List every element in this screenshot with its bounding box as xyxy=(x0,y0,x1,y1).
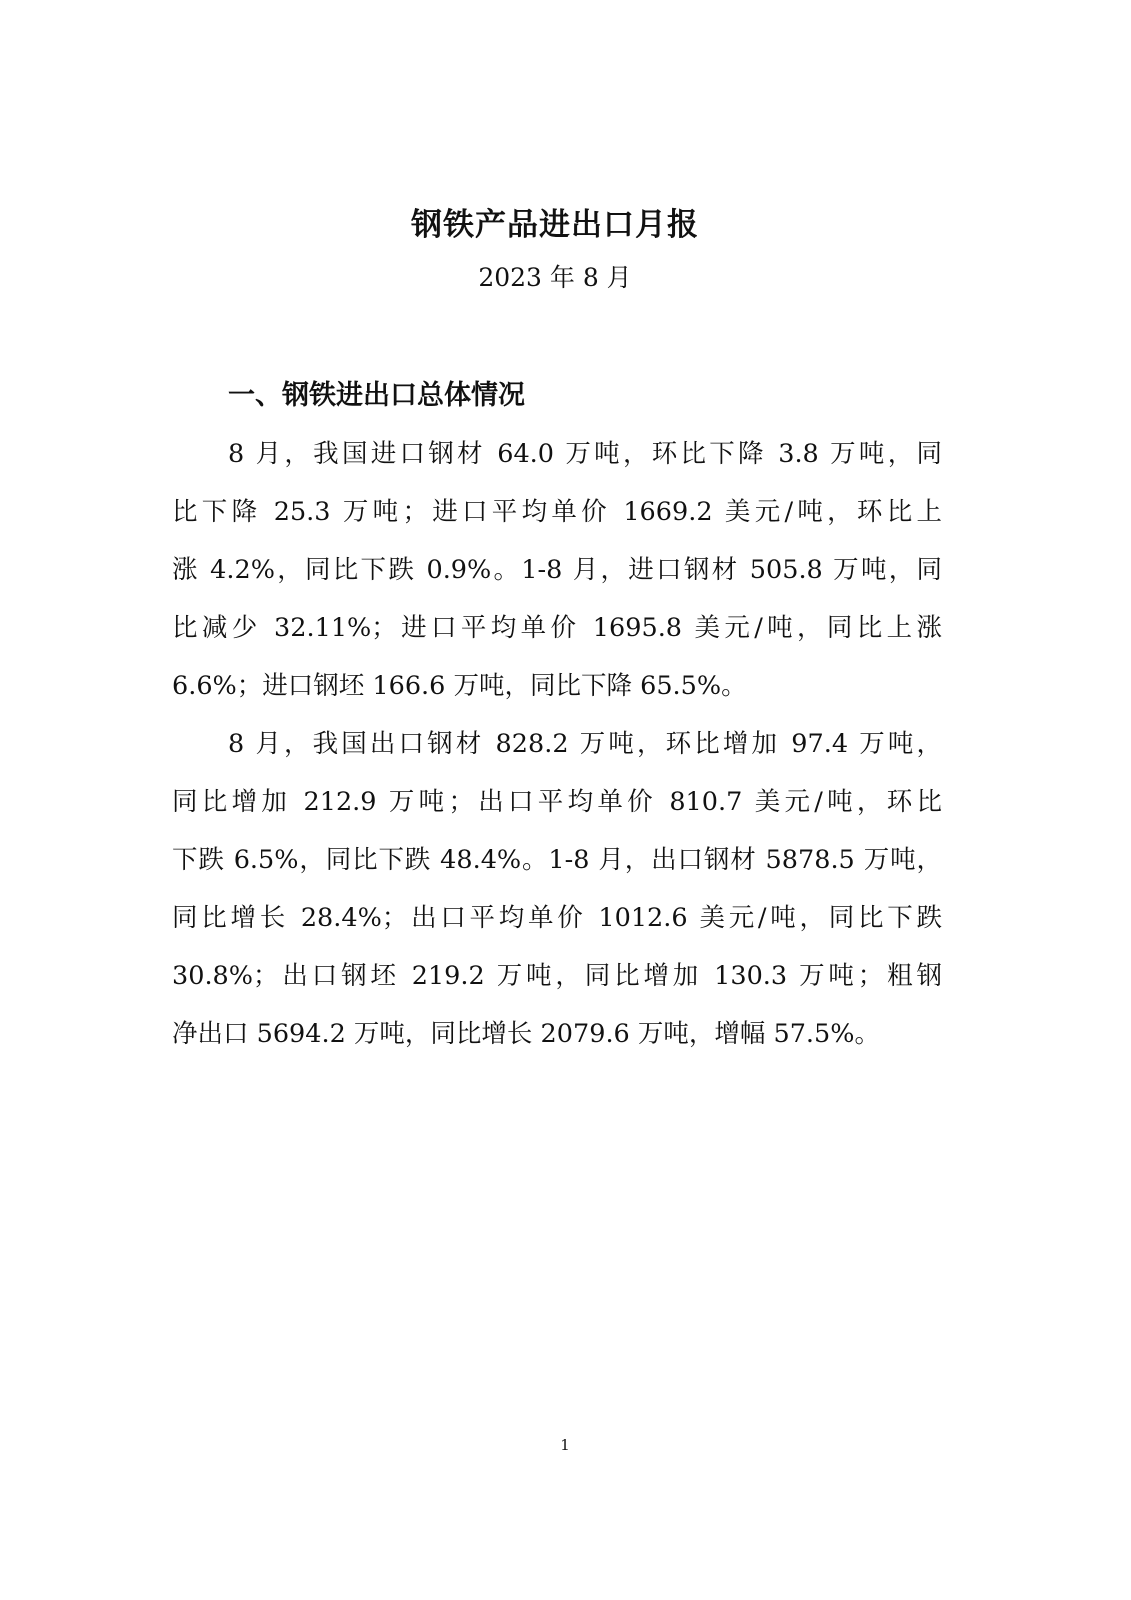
paragraph-line: 净出口 5694.2 万吨，同比增长 2079.6 万吨，增幅 57.5%。 xyxy=(172,1019,880,1049)
page-number: 1 xyxy=(560,1436,570,1454)
paragraph-line: 比下降 25.3 万吨；进口平均单价 1669.2 美元/吨，环比上 xyxy=(172,497,942,527)
section-heading: 一、钢铁进出口总体情况 xyxy=(228,380,525,411)
paragraph-line: 下跌 6.5%，同比下跌 48.4%。1-8 月，出口钢材 5878.5 万吨， xyxy=(172,845,942,875)
paragraph-line: 涨 4.2%，同比下跌 0.9%。1-8 月，进口钢材 505.8 万吨，同 xyxy=(172,555,942,585)
paragraph-line: 同比增加 212.9 万吨；出口平均单价 810.7 美元/吨，环比 xyxy=(172,787,942,817)
paragraph-line: 比减少 32.11%；进口平均单价 1695.8 美元/吨，同比上涨 xyxy=(172,613,942,643)
paragraph-line: 8 月，我国进口钢材 64.0 万吨，环比下降 3.8 万吨，同 xyxy=(228,439,942,469)
paragraph-line: 同比增长 28.4%；出口平均单价 1012.6 美元/吨，同比下跌 xyxy=(172,903,942,933)
paragraph-line: 8 月，我国出口钢材 828.2 万吨，环比增加 97.4 万吨， xyxy=(228,729,942,759)
document-date: 2023 年 8 月 xyxy=(478,263,632,292)
paragraph-line: 6.6%；进口钢坯 166.6 万吨，同比下降 65.5%。 xyxy=(172,671,747,701)
paragraph-line: 30.8%；出口钢坯 219.2 万吨，同比增加 130.3 万吨；粗钢 xyxy=(172,961,942,991)
document-title: 钢铁产品进出口月报 xyxy=(411,207,699,243)
